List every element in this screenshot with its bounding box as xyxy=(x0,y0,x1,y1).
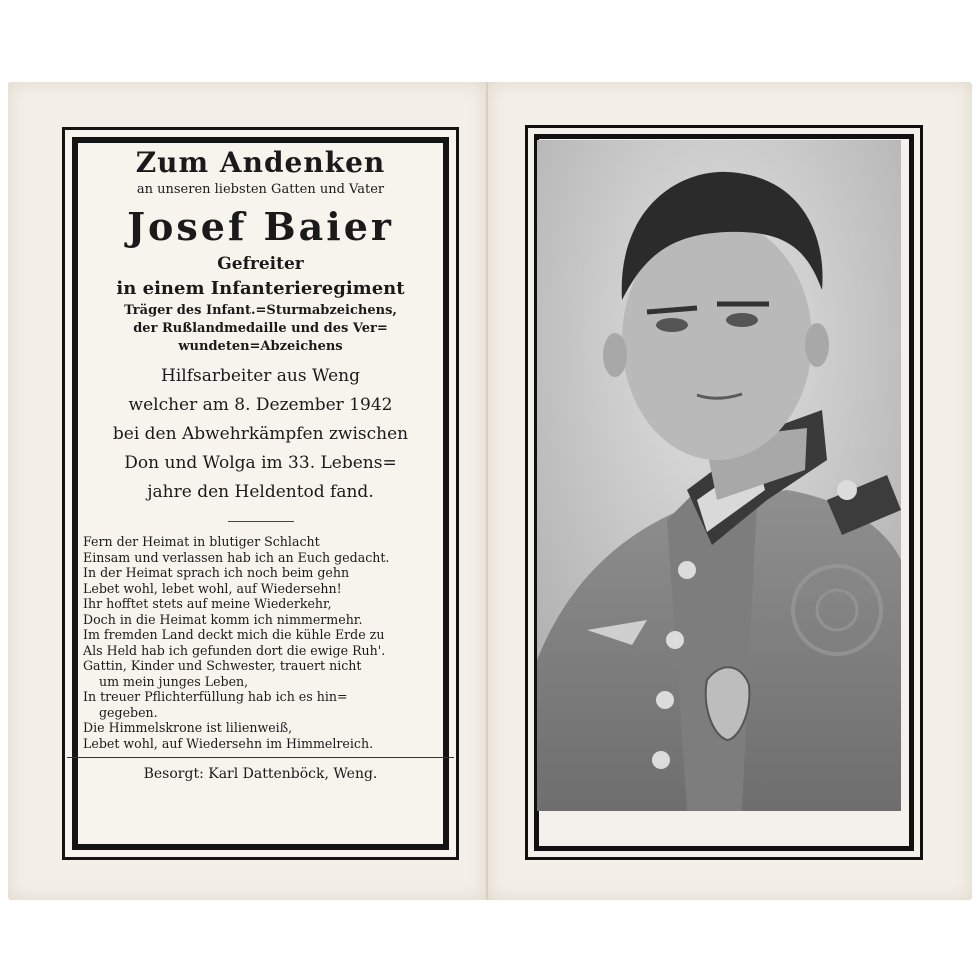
soldier-portrait xyxy=(537,140,901,811)
unit: in einem Infanterieregiment xyxy=(116,278,405,299)
death-line: welcher am 8. Dezember 1942 xyxy=(128,395,393,415)
poem-line: Als Held hab ich gefunden dort die ewige Ruh'. xyxy=(83,642,386,658)
card-fold xyxy=(486,82,488,900)
dedication: an unseren liebsten Gatten und Vater xyxy=(136,182,385,197)
photo-stamp: ZENTRALE REICH xyxy=(798,589,876,599)
divider xyxy=(228,521,294,522)
poem-line: Lebet wohl, auf Wiedersehn im Himmelreich. xyxy=(83,735,374,751)
death-line: Don und Wolga im 33. Lebens= xyxy=(124,453,397,473)
memorial-heading: Zum Andenken xyxy=(135,146,386,179)
poem-line: gegeben. xyxy=(99,704,158,720)
poem-line: Einsam und verlassen hab ich an Euch gedacht. xyxy=(83,549,390,565)
death-line: bei den Abwehrkämpfen zwischen xyxy=(112,424,409,444)
decoration-line: der Rußlandmedaille und des Ver= xyxy=(133,321,388,336)
military-rank: Gefreiter xyxy=(217,254,304,274)
mourning-text-frame xyxy=(62,127,459,860)
poem-line: In treuer Pflichterfüllung hab ich es hin= xyxy=(83,689,348,704)
printer-credit: Besorgt: Karl Dattenböck, Weng. xyxy=(143,766,378,782)
poem-line: Gattin, Kinder und Schwester, trauert nicht xyxy=(83,658,362,673)
poem-line: um mein junges Leben, xyxy=(99,673,249,689)
photo-frame xyxy=(525,125,923,860)
poem-line: Die Himmelskrone ist lilienweiß, xyxy=(83,720,293,735)
poem-line: Lebet wohl, lebet wohl, auf Wiedersehn! xyxy=(83,580,342,596)
footer-rule xyxy=(67,757,454,758)
poem-line: Ihr hofftet stets auf meine Wiederkehr, xyxy=(83,596,332,611)
poem-line: Fern der Heimat in blutiger Schlacht xyxy=(83,534,320,549)
death-line: jahre den Heldentod fand. xyxy=(147,482,374,502)
deceased-name: Josef Baier xyxy=(127,204,394,249)
occupation: Hilfsarbeiter aus Weng xyxy=(161,366,360,386)
memorial-poem xyxy=(79,534,442,751)
decoration-line: wundeten=Abzeichens xyxy=(178,339,343,354)
poem-line: Doch in die Heimat komm ich nimmermehr. xyxy=(83,611,363,627)
portrait-illustration xyxy=(537,140,901,811)
poem-line: In der Heimat sprach ich noch beim gehn xyxy=(83,565,350,580)
decoration-line: Träger des Infant.=Sturmabzeichens, xyxy=(124,303,397,318)
memorial-text xyxy=(79,146,442,784)
poem-line: Im fremden Land deckt mich die kühle Erde zu xyxy=(83,627,385,642)
